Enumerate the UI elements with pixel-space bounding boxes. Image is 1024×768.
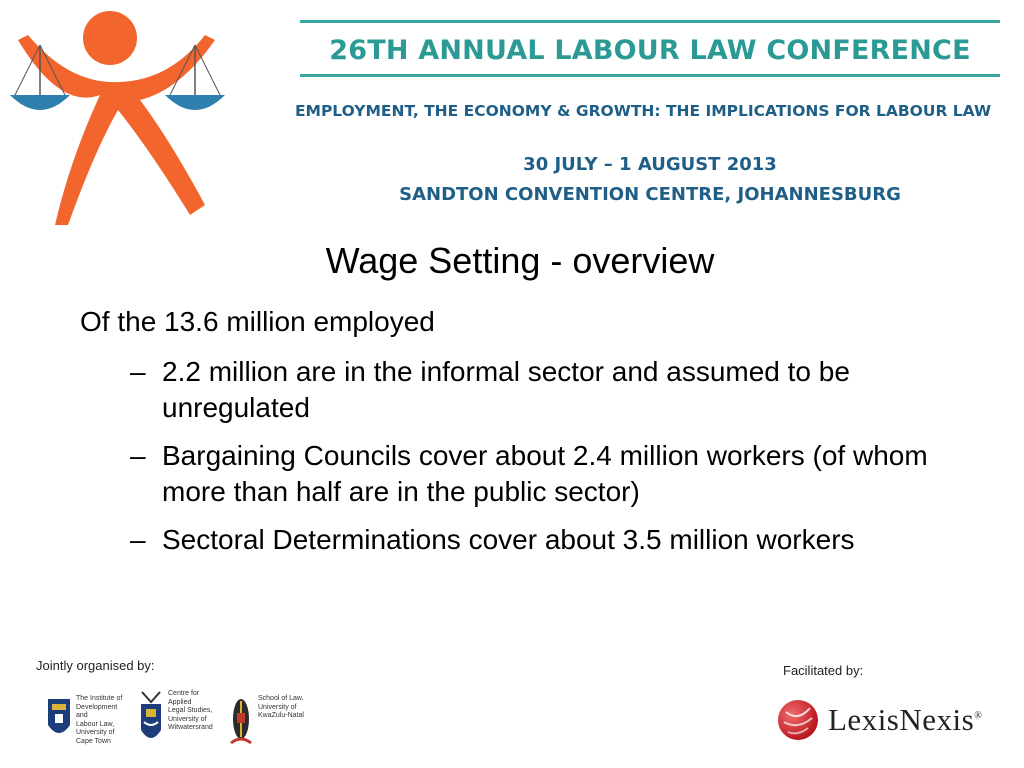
ukzn-line: University of — [258, 703, 297, 711]
wits-line: Witwatersrand — [168, 724, 213, 731]
conference-banner — [300, 20, 1000, 77]
lexisnexis-sphere-icon — [776, 698, 820, 742]
uct-line: Labour Law, — [76, 720, 115, 728]
sponsor-name: LexisNexis — [828, 702, 975, 737]
banner-bottom-rule — [300, 74, 1000, 77]
uct-crest-icon — [46, 695, 72, 743]
lexisnexis-logo — [776, 698, 982, 742]
conference-title: 26TH ANNUAL LABOUR LAW CONFERENCE — [329, 35, 971, 66]
ukzn-institution — [228, 695, 312, 751]
bullet-text: Sectoral Determinations cover about 3.5 million workers — [162, 524, 855, 555]
uct-line: The Institute of — [76, 695, 123, 702]
slide-title: Wage Setting - overview — [325, 240, 715, 281]
bullet-dash: – — [130, 524, 146, 555]
wits-crest-icon — [138, 690, 164, 748]
conference-dates: 30 JULY – 1 AUGUST 2013 — [523, 154, 777, 175]
uct-institution — [46, 695, 130, 746]
ukzn-line: School of Law, — [258, 695, 304, 702]
wits-line: Centre for Applied — [168, 690, 200, 706]
registered-mark: ® — [974, 710, 983, 722]
conference-logo — [0, 0, 240, 235]
slide-intro: Of the 13.6 million employed — [80, 306, 435, 337]
bullet-list — [130, 354, 990, 570]
wits-line: Legal Studies, — [168, 707, 213, 714]
list-item — [130, 522, 990, 558]
wits-institution — [138, 690, 222, 748]
organised-by-label: Jointly organised by: — [36, 658, 155, 673]
ukzn-crest-icon — [228, 695, 254, 751]
uct-line: University of — [76, 729, 115, 736]
wits-line: University of — [168, 715, 207, 723]
conference-theme: EMPLOYMENT, THE ECONOMY & GROWTH: THE IMPLICATIONS FOR LABOUR LAW — [294, 102, 992, 120]
bullet-text: Bargaining Councils cover about 2.4 million workers (of whom more than half are in the public sector) — [162, 440, 928, 507]
uct-line: Cape Town — [76, 737, 111, 745]
ukzn-line: KwaZulu-Natal — [258, 712, 304, 719]
conference-venue: SANDTON CONVENTION CENTRE, JOHANNESBURG — [399, 184, 901, 205]
uct-line: Development and — [76, 703, 118, 719]
conference-date-venue — [300, 150, 1000, 210]
facilitated-by-label: Facilitated by: — [783, 663, 864, 678]
list-item — [130, 438, 990, 510]
bullet-text: 2.2 million are in the informal sector and assumed to be unregulated — [162, 356, 850, 423]
bullet-dash: – — [130, 356, 146, 387]
bullet-dash: – — [130, 440, 146, 471]
list-item — [130, 354, 990, 426]
